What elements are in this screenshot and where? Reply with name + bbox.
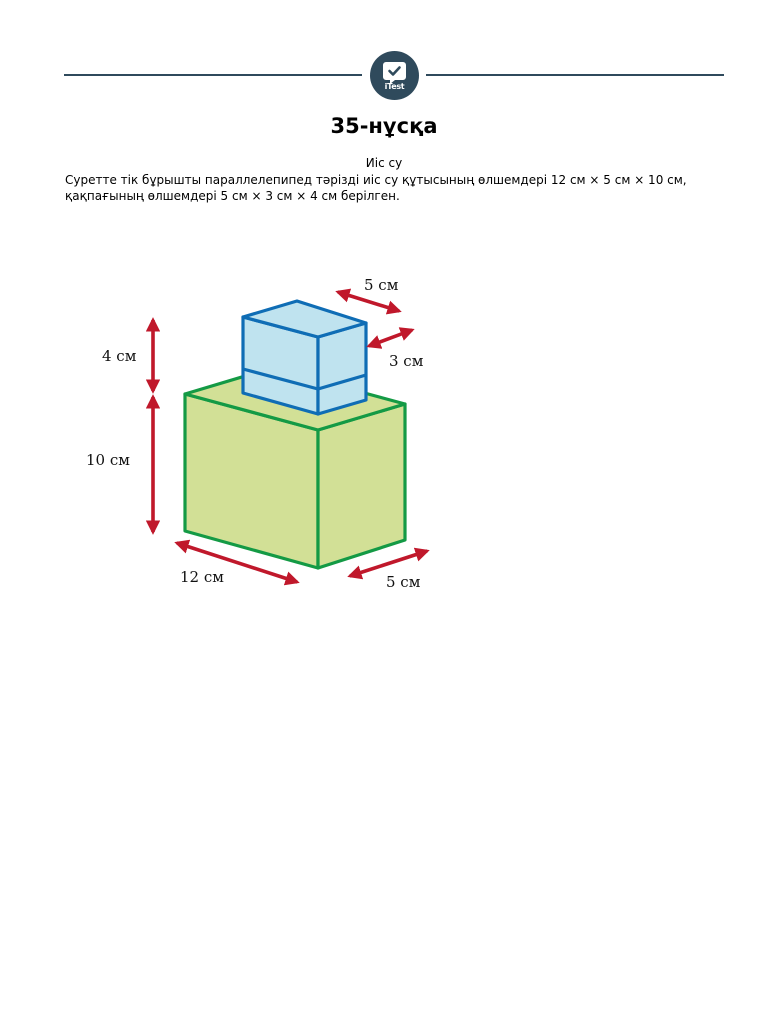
problem-text: Суретте тік бұрышты параллелепипед тәрізді иіс су құтысының өлшемдері 12 см × 5 см × 10 см, қақпағының өлшемдері 5 см × 3 см × 4 см берілген. (65, 173, 687, 203)
cap-width-arrow (369, 330, 412, 346)
cap-length-label: 5 см (364, 276, 399, 294)
box-side-face (318, 404, 405, 568)
cap-side-face (318, 323, 366, 414)
cap-width-label: 3 см (389, 352, 424, 370)
cap-height-label: 4 см (102, 347, 137, 365)
cap-length-arrow (338, 292, 399, 311)
box-height-label: 10 см (86, 451, 130, 469)
perfume-cap (243, 301, 366, 414)
logo-text: iTest (384, 82, 405, 91)
page-title: 35-нұсқа (330, 114, 438, 138)
problem-subtitle: Иіс су (365, 156, 403, 170)
box-width-label: 5 см (386, 573, 421, 591)
box-length-label: 12 см (180, 568, 224, 586)
